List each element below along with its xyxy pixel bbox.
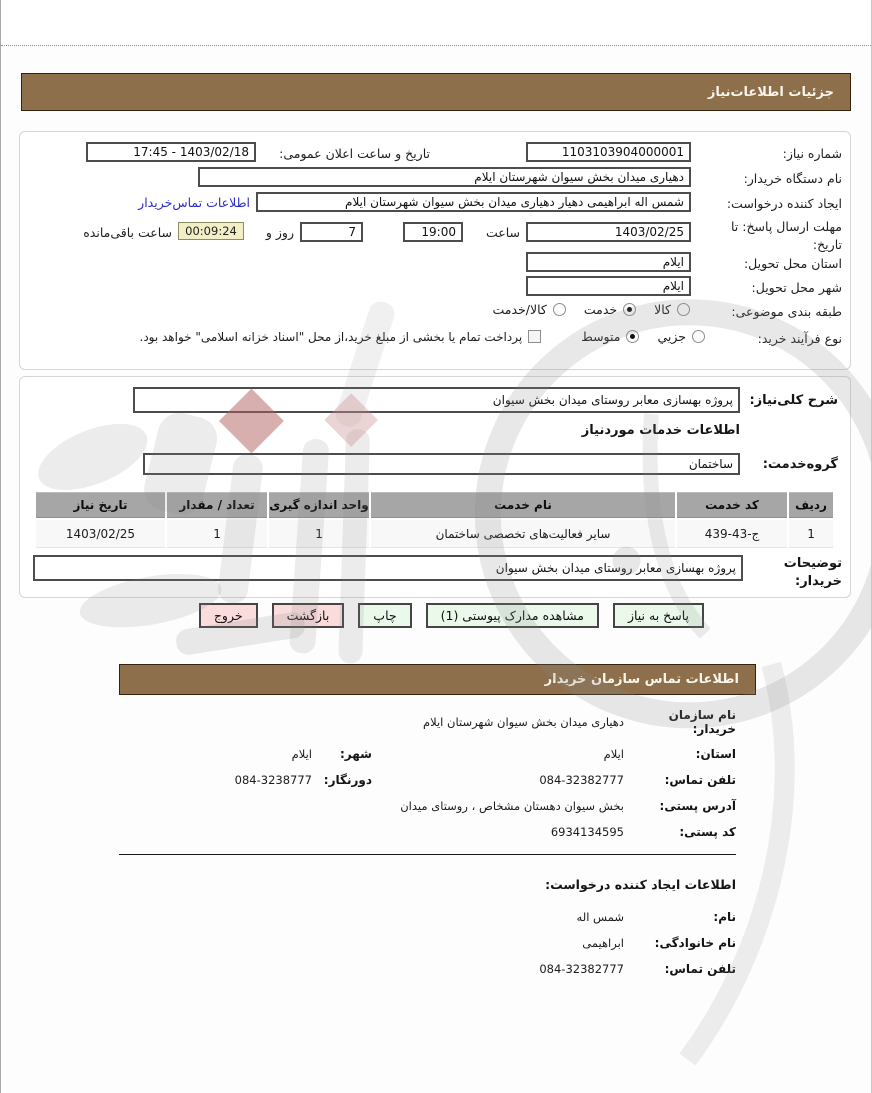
deadline-label: مهلت ارسال پاسخ: تا تاریخ: xyxy=(731,219,842,253)
deadline-hour-label: ساعت xyxy=(485,225,520,240)
radio-goods[interactable] xyxy=(677,303,690,316)
buyer-contact-link[interactable]: اطلاعات تماس‌خریدار xyxy=(138,195,250,210)
delivery-province-field[interactable] xyxy=(526,252,691,272)
buyer-notes-label: توضیحات خریدار: xyxy=(783,556,842,590)
request-creator-field[interactable] xyxy=(256,192,691,212)
col-service-name: نام خدمت xyxy=(371,492,675,518)
buyer-org-label: نام دستگاه خریدار: xyxy=(743,171,842,186)
contact-city-value: ایلام xyxy=(291,746,312,761)
postal-address-value: بخش سیوان دهستان مشخاص ، روستای میدان xyxy=(400,798,624,813)
remaining-hours-label: ساعت باقی‌مانده xyxy=(83,225,172,240)
col-row: ردیف xyxy=(789,492,833,518)
col-unit: واحد اندازه گیری xyxy=(269,492,369,518)
need-number-label: شماره نیاز: xyxy=(782,146,842,161)
remaining-days-field[interactable] xyxy=(300,222,363,242)
section-header-buyer-contact xyxy=(119,664,756,695)
creator-phone-value: 084-32382777 xyxy=(539,961,624,976)
col-quantity: تعداد / مقدار xyxy=(167,492,267,518)
col-need-date: تاریخ نیاز xyxy=(36,492,165,518)
postal-address-label: آدرس پستی: xyxy=(659,798,736,813)
cell-quantity: 1 xyxy=(167,520,267,548)
top-strip xyxy=(1,0,871,46)
first-name-value: شمس اله xyxy=(576,909,624,924)
postal-code-value: 6934134595 xyxy=(550,824,624,839)
deadline-date-field[interactable] xyxy=(526,222,691,242)
radio-medium[interactable] xyxy=(626,330,639,343)
radio-goods-label: کالا xyxy=(654,302,671,317)
delivery-city-label: شهر محل تحویل: xyxy=(751,280,842,295)
creator-phone-label: تلفن تماس: xyxy=(664,961,736,976)
deadline-time-field[interactable] xyxy=(403,222,463,242)
announce-datetime-field[interactable] xyxy=(86,142,256,162)
buyer-contact-section xyxy=(119,708,756,986)
radio-goods-service-label: کالا/خدمت xyxy=(492,302,547,317)
classification-options xyxy=(492,302,690,317)
last-name-value: ابراهیمی xyxy=(582,935,624,950)
buyer-notes-field[interactable] xyxy=(33,555,743,581)
process-type-options xyxy=(140,329,706,344)
contact-city-label: شهر: xyxy=(340,746,372,761)
delivery-city-field[interactable] xyxy=(526,276,691,296)
col-service-code: کد خدمت xyxy=(677,492,787,518)
back-button[interactable]: بازگشت xyxy=(272,603,345,628)
radio-goods-service[interactable] xyxy=(553,303,566,316)
divider xyxy=(119,854,736,855)
action-buttons xyxy=(199,603,704,628)
org-name-value: دهیاری میدان بخش سیوان شهرستان ایلام xyxy=(423,715,624,729)
contact-fax-label: دورنگار: xyxy=(323,772,372,787)
section-title: اطلاعات تماس سازمان خریدار xyxy=(544,672,739,687)
required-services-panel xyxy=(19,376,851,598)
section-header-need-details xyxy=(21,73,851,111)
need-description-field[interactable] xyxy=(133,387,740,413)
contact-province-value: ایلام xyxy=(603,746,624,761)
radio-service[interactable] xyxy=(623,303,636,316)
delivery-province-label: استان محل تحویل: xyxy=(743,256,842,271)
first-name-label: نام: xyxy=(713,909,736,924)
radio-service-label: خدمت xyxy=(583,302,618,317)
treasury-checkbox[interactable] xyxy=(528,330,541,343)
radio-partial-label: جزیي xyxy=(657,329,686,344)
request-creator-heading: اطلاعات ایجاد کننده درخواست: xyxy=(545,877,736,892)
org-name-label: نام سازمان خریدار: xyxy=(668,708,736,736)
services-table xyxy=(36,492,833,548)
contact-phone-value: 084-32382777 xyxy=(539,772,624,787)
service-group-label: گروه‌خدمت: xyxy=(762,457,838,472)
contact-province-label: استان: xyxy=(695,746,736,761)
process-type-label: نوع فرآیند خرید: xyxy=(757,331,842,346)
exit-button[interactable]: خروج xyxy=(199,603,258,628)
respond-button[interactable]: پاسخ به نیاز xyxy=(613,603,704,628)
cell-row: 1 xyxy=(789,520,833,548)
cell-need-date: 1403/02/25 xyxy=(36,520,165,548)
contact-phone-label: تلفن تماس: xyxy=(664,772,736,787)
last-name-label: نام خانوادگی: xyxy=(654,935,736,950)
cell-unit: 1 xyxy=(269,520,369,548)
services-info-heading: اطلاعات خدمات موردنیاز xyxy=(581,423,740,438)
radio-partial[interactable] xyxy=(692,330,705,343)
view-attachments-button[interactable]: مشاهده مدارک پیوستی (1) xyxy=(426,603,599,628)
need-number-field[interactable] xyxy=(526,142,691,162)
buyer-org-field[interactable] xyxy=(198,167,691,187)
cell-service-code: 439-43-ج xyxy=(677,520,787,548)
request-creator-label: ایجاد کننده درخواست: xyxy=(726,196,842,211)
contact-fax-value: 084-3238777 xyxy=(234,772,312,787)
print-button[interactable]: چاپ xyxy=(358,603,411,628)
postal-code-label: کد پستی: xyxy=(679,824,736,839)
classification-label: طبقه بندی موضوعی: xyxy=(731,304,842,319)
days-label: روز و xyxy=(265,225,294,240)
section-title: جزئیات اطلاعات‌نیاز xyxy=(707,84,834,100)
radio-medium-label: متوسط xyxy=(581,329,621,344)
need-description-label: شرح کلی‌نیاز: xyxy=(749,393,838,408)
treasury-checkbox-label: پرداخت تمام یا بخشی از مبلغ خرید،از محل "اسناد خزانه اسلامی" خواهد بود. xyxy=(139,329,523,344)
service-group-field[interactable] xyxy=(143,453,740,475)
need-details-panel xyxy=(19,131,851,370)
cell-service-name: سایر فعالیت‌های تخصصی ساختمان xyxy=(371,520,675,548)
countdown-timer: 00:09:24 xyxy=(178,222,244,240)
announce-label: تاریخ و ساعت اعلان عمومی: xyxy=(279,146,430,161)
